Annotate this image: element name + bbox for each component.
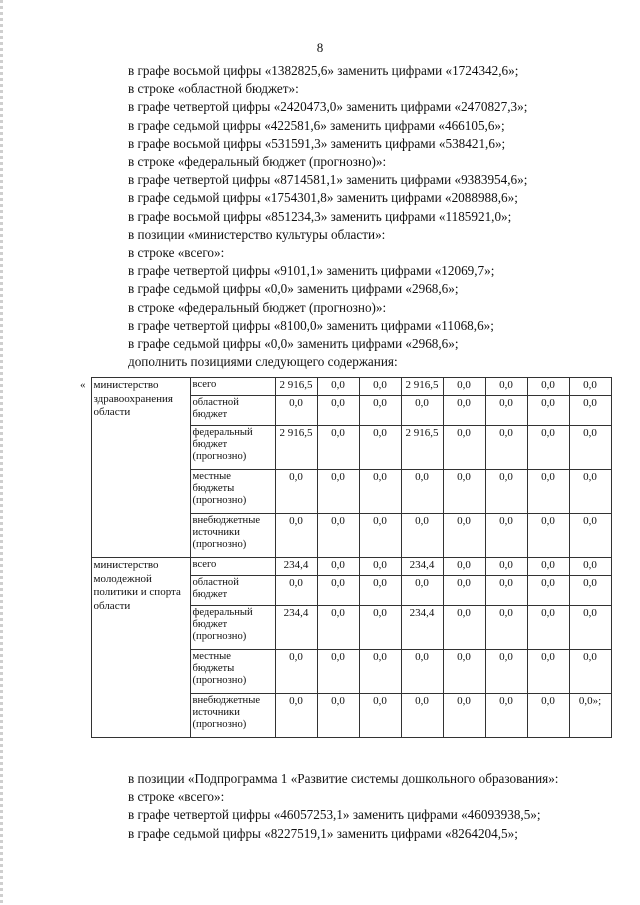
value-cell: 0,0: [443, 576, 485, 606]
ministry-cell: министерство молодежной политики и спорта области: [91, 558, 190, 738]
table-row: [80, 378, 611, 396]
text-line: в графе четвертой цифры «2420473,0» заменить цифрами «2470827,3»;: [128, 99, 528, 115]
text-line: в позиции «министерство культуры области»:: [128, 226, 386, 242]
value-cell: 0,0: [443, 514, 485, 558]
category-cell: федеральный бюджет (прогнозно): [190, 606, 275, 650]
value-cell: 0,0: [485, 514, 527, 558]
value-cell: 0,0: [401, 514, 443, 558]
text-line: в графе седьмой цифры «1754301,8» заменить цифрами «2088988,6»;: [128, 190, 518, 206]
value-cell: 0,0: [317, 576, 359, 606]
value-cell: 0,0: [317, 378, 359, 396]
value-cell: 234,4: [401, 558, 443, 576]
amendment-text-top: [128, 62, 608, 371]
value-cell: 0,0: [569, 650, 611, 694]
text-line: в строке «федеральный бюджет (прогнозно)»:: [128, 299, 387, 315]
value-cell: 0,0: [527, 470, 569, 514]
value-cell: 0,0: [443, 396, 485, 426]
value-cell: 0,0: [275, 694, 317, 738]
ministry-cell: министерство здравоохранения области: [91, 378, 190, 558]
value-cell: 0,0: [485, 650, 527, 694]
table-row: [80, 558, 611, 576]
category-cell: местные бюджеты (прогнозно): [190, 650, 275, 694]
value-cell: 0,0: [359, 470, 401, 514]
value-cell: 0,0: [443, 650, 485, 694]
value-cell: 0,0: [485, 378, 527, 396]
text-line: в позиции «Подпрограмма 1 «Развитие системы дошкольного образования»:: [128, 771, 559, 786]
value-cell: 0,0: [359, 514, 401, 558]
value-cell: 0,0: [527, 650, 569, 694]
text-line: в графе четвертой цифры «9101,1» заменить цифрами «12069,7»;: [128, 263, 495, 279]
value-cell: 0,0: [485, 396, 527, 426]
value-cell: 0,0: [401, 650, 443, 694]
value-cell: 0,0: [485, 694, 527, 738]
value-cell: 0,0: [443, 558, 485, 576]
value-cell: 0,0: [527, 396, 569, 426]
category-cell: областной бюджет: [190, 396, 275, 426]
text-line: в графе седьмой цифры «8227519,1» заменить цифрами «8264204,5»;: [128, 825, 518, 841]
text-line: в строке «всего»:: [128, 245, 225, 261]
value-cell: 0,0: [569, 470, 611, 514]
value-cell: 2 916,5: [401, 378, 443, 396]
category-cell: областной бюджет: [190, 576, 275, 606]
value-cell: 0,0: [569, 378, 611, 396]
value-cell: 0,0: [359, 426, 401, 470]
text-line: в графе четвертой цифры «8714581,1» заменить цифрами «9383954,6»;: [128, 172, 528, 188]
value-cell: 234,4: [275, 606, 317, 650]
value-cell: 0,0: [401, 694, 443, 738]
value-cell: 0,0: [401, 576, 443, 606]
value-cell: 0,0: [569, 514, 611, 558]
value-cell: 0,0: [485, 558, 527, 576]
value-cell: 0,0: [527, 694, 569, 738]
value-cell: 0,0: [317, 514, 359, 558]
text-line: в строке «областной бюджет»:: [128, 81, 299, 97]
value-cell: 0,0: [527, 576, 569, 606]
value-cell: 0,0: [317, 694, 359, 738]
value-cell: 0,0: [527, 606, 569, 650]
opening-quote: «: [80, 378, 86, 391]
value-cell: 0,0: [317, 426, 359, 470]
value-cell: 0,0: [317, 558, 359, 576]
value-cell: 0,0: [317, 470, 359, 514]
value-cell: 0,0: [569, 576, 611, 606]
text-line: в строке «федеральный бюджет (прогнозно)»:: [128, 154, 387, 170]
value-cell: 0,0: [275, 514, 317, 558]
value-cell: 0,0: [401, 470, 443, 514]
value-cell: 0,0: [485, 606, 527, 650]
category-cell: местные бюджеты (прогнозно): [190, 470, 275, 514]
value-cell: 0,0: [485, 576, 527, 606]
amendment-text-bottom: [128, 770, 608, 843]
value-cell: 0,0: [359, 576, 401, 606]
page-number: 8: [316, 40, 324, 55]
value-cell: 234,4: [401, 606, 443, 650]
text-line: в графе седьмой цифры «0,0» заменить цифрами «2968,6»;: [128, 281, 459, 297]
value-cell: 0,0: [359, 606, 401, 650]
positions-table: [80, 377, 612, 738]
value-cell: 0,0: [359, 378, 401, 396]
text-line: в графе четвертой цифры «8100,0» заменить цифрами «11068,6»;: [128, 317, 494, 333]
value-cell: 0,0: [527, 378, 569, 396]
text-line: в графе седьмой цифры «0,0» заменить цифрами «2968,6»;: [128, 336, 459, 352]
category-cell: федеральный бюджет (прогнозно): [190, 426, 275, 470]
text-line: в графе восьмой цифры «1382825,6» заменить цифрами «1724342,6»;: [128, 63, 519, 78]
value-cell: 0,0: [317, 650, 359, 694]
value-cell: 0,0: [359, 558, 401, 576]
value-cell: 0,0: [527, 514, 569, 558]
value-cell: 0,0: [275, 470, 317, 514]
value-cell: 0,0: [443, 606, 485, 650]
value-cell: 2 916,5: [401, 426, 443, 470]
value-cell: 0,0: [527, 558, 569, 576]
value-cell: 0,0: [569, 396, 611, 426]
scan-edge: [0, 0, 3, 905]
value-cell: 0,0: [485, 426, 527, 470]
text-line: в графе четвертой цифры «46057253,1» заменить цифрами «46093938,5»;: [128, 807, 541, 823]
value-cell: 2 916,5: [275, 378, 317, 396]
value-cell: 0,0: [317, 396, 359, 426]
value-cell: 0,0: [359, 694, 401, 738]
value-cell: 0,0: [527, 426, 569, 470]
value-cell: 0,0: [443, 470, 485, 514]
text-line: в строке «всего»:: [128, 789, 225, 805]
text-line: в графе восьмой цифры «531591,3» заменить цифрами «538421,6»;: [128, 135, 506, 151]
value-cell: 2 916,5: [275, 426, 317, 470]
value-cell: 0,0: [569, 558, 611, 576]
value-cell: 0,0: [275, 650, 317, 694]
value-cell: 0,0: [443, 378, 485, 396]
category-cell: внебюджетные источники (прогнозно): [190, 694, 275, 738]
text-line: в графе седьмой цифры «422581,6» заменить цифрами «466105,6»;: [128, 117, 505, 133]
value-cell: 0,0: [275, 576, 317, 606]
text-line: дополнить позициями следующего содержания:: [128, 354, 398, 370]
value-cell: 0,0: [443, 694, 485, 738]
text-line: в графе восьмой цифры «851234,3» заменить цифрами «1185921,0»;: [128, 208, 512, 224]
value-cell: 0,0: [485, 470, 527, 514]
value-cell: 0,0»;: [569, 694, 611, 738]
value-cell: 0,0: [275, 396, 317, 426]
value-cell: 0,0: [359, 396, 401, 426]
value-cell: 0,0: [401, 396, 443, 426]
value-cell: 0,0: [443, 426, 485, 470]
category-cell: всего: [190, 378, 275, 396]
category-cell: всего: [190, 558, 275, 576]
value-cell: 0,0: [317, 606, 359, 650]
category-cell: внебюджетные источники (прогнозно): [190, 514, 275, 558]
value-cell: 0,0: [569, 606, 611, 650]
value-cell: 0,0: [359, 650, 401, 694]
value-cell: 0,0: [569, 426, 611, 470]
value-cell: 234,4: [275, 558, 317, 576]
